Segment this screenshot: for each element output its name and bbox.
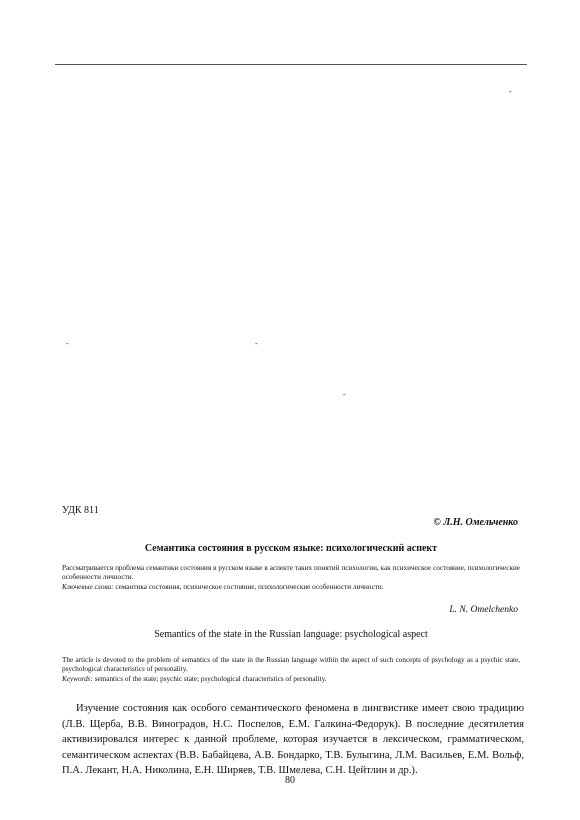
stray-dash: - [255, 339, 258, 348]
keywords-ru-text: семантика состояния, психическое состояние, психологические особенности личности. [115, 583, 384, 591]
article-title-en: Semantics of the state in the Russian language: psychological aspect [154, 629, 428, 640]
udk-code: УДК 811 [62, 505, 99, 516]
article-title-ru: Семантика состояния в русском языке: психологический аспект [144, 543, 438, 554]
stray-dash: - [66, 339, 69, 348]
body-paragraph: Изучение состояния как особого семантического феномена в лингвистике имеет свою традицию (Л.В. Щерба, В.В. Виноградов, Н.С. Поспелов, Е.М. Галкина-Федорук). В последние десятилетия активизировался интерес к данной проблеме, которая изучается в лексическом, грамматическом, семантическом аспектах (В.В. Бабайцева, А.В. Бондарко, Т.В. Булыгина, Л.М. Васильев, Е.М. Вольф, П.А. Лекант, Н.А. Николина, Е.Н. Ширяев, Т.В. Шмелева, С.Н. Цейтлин и др.). [62, 703, 524, 777]
author-en: L. N. Omelchenko [449, 605, 518, 615]
keywords-ru [62, 583, 520, 592]
author-ru: © Л.Н. Омельченко [433, 517, 518, 528]
keywords-ru-label: Ключевые слова: [62, 583, 114, 591]
keywords-en-text: semantics of the state; psychic state; psychological characteristics of personality. [94, 675, 327, 683]
abstract-ru: Рассматривается проблема семантики состояния в русском языке в аспекте таких понятий психологии, как психическое состояние, психологические особенности личности. [62, 564, 520, 582]
keywords-en [62, 675, 520, 684]
page-number: 80 [285, 775, 295, 786]
stray-dash: - [343, 390, 346, 399]
header-rule [55, 64, 527, 65]
keywords-en-label: Keywords: [62, 675, 93, 683]
abstract-en: The article is devoted to the problem of semantics of the state in the Russian language within the aspect of such concepts of psychology as a psychic state, psychological characteristics of personality. [62, 656, 520, 674]
stray-dash: - [509, 87, 512, 96]
